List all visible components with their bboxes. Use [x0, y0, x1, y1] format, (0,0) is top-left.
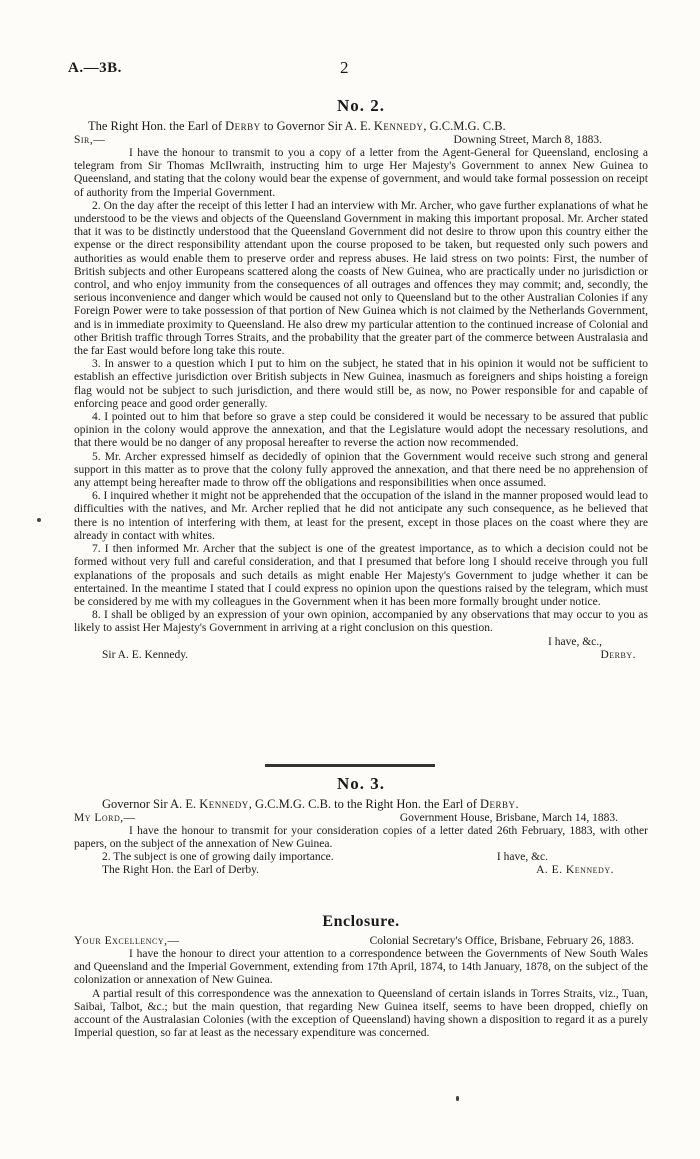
enclosure-salutation-row: [74, 935, 648, 948]
letter-2-signature-row: [74, 649, 648, 662]
letter-2-paragraph: I have the honour to transmit to you a copy of a letter from the Agent-General for Queensland, enclosing a telegram from Sir Thomas McIlwraith, instructing him to urge Her Majesty's Government to annex New Guinea to Queensland, and stating that the colony would bear the expense of government, and would take formal possession on receipt of authority from the Imperial Government.: [74, 147, 648, 199]
letter-3-title-prefix: Governor Sir A. E.: [102, 797, 200, 811]
letter-3-title-suffix: , G.C.M.G. C.B. to the Right Hon. the Earl of: [248, 797, 480, 811]
letter-3-para2-row: [74, 851, 648, 864]
letter-3-recipient: Derby: [480, 797, 516, 811]
letter-2-paragraph: 6. I inquired whether it might not be apprehended that the occupation of the island in the manner proposed would lead to difficulties with the natives, and Mr. Archer replied that he did not anticipate any such consequence, as he believed that there is no intention of interfering with them, at least for the present, except in those places on the coast where they are already in contact with whites.: [74, 490, 648, 542]
letter-2-title-prefix: The Right Hon. the Earl of: [88, 119, 226, 133]
letter-2-closing: I have, &c.,: [548, 635, 602, 648]
letter-2-signature: Derby.: [600, 648, 636, 661]
section-divider: [265, 764, 435, 767]
letter-3-dateline: Government House, Brisbane, March 14, 1883.: [399, 812, 618, 824]
letter-3-sender: Kennedy: [199, 797, 249, 811]
letter-2-number: No. 2.: [336, 96, 386, 115]
letter-3-addressee: The Right Hon. the Earl of Derby.: [102, 864, 260, 877]
letter-3-paragraph-2: 2. The subject is one of growing daily importance.: [102, 851, 334, 864]
letter-no-2: [74, 96, 648, 662]
letter-3-closing: I have, &c.: [496, 851, 548, 864]
letter-2-title: [74, 119, 648, 134]
enclosure-paragraph: A partial result of this correspondence was the annexation to Queensland of certain islands in Torres Straits, viz., Tuan, Saibai, Talbot, &c.; but the main question, that regarding New Guinea itself, seems to have been dropped, chiefly on account of the Australasian Colonies (with the exception of Queensland) having shown a disposition to regard it as a purely Imperial question, so far at least as the necessary expenditure was concerned.: [74, 987, 648, 1040]
enclosure-salutation: Your Excellency,—: [74, 935, 180, 947]
document-reference: A.—3B.: [68, 60, 122, 76]
letter-2-recipient: Kennedy: [373, 119, 424, 133]
margin-mark: [37, 518, 41, 522]
letter-3-salutation: My Lord,—: [74, 812, 136, 824]
letter-2-paragraph: 5. Mr. Archer expressed himself as decidedly of opinion that the Government would receive such strong and general support in this matter as to prove that the colony fully approved the annexation, and that there need be no apprehension of any attempt being hereafter made to throw off the obligations and responsibilities when once assumed.: [74, 450, 648, 490]
enclosure-paragraph: I have the honour to direct your attention to a correspondence between the Governments of New South Wales and Queensland and the Imperial Government, extending from 17th April, 1874, to 14th January, 1878, on the subject of the colonization or annexation of New Guinea.: [74, 948, 648, 987]
letter-2-salutation-row: [74, 134, 648, 147]
enclosure-dateline: Colonial Secretary's Office, Brisbane, February 26, 1883.: [369, 935, 634, 947]
letter-2-title-suffix: , G.C.M.G. C.B.: [423, 119, 506, 133]
letter-3-signature-row: [74, 864, 648, 877]
page-number: 2: [340, 58, 349, 77]
letter-2-addressee: Sir A. E. Kennedy.: [102, 648, 189, 661]
letter-3-title: [74, 797, 648, 812]
letter-2-paragraph: 8. I shall be obliged by an expression of your own opinion, accompanied by any observations that may occur to you as likely to assist Her Majesty's Government in arriving at a right conclusion on this question.: [74, 609, 648, 635]
letter-2-dateline: Downing Street, March 8, 1883.: [453, 134, 602, 146]
letter-2-paragraph: 3. In answer to a question which I put to him on the subject, he stated that in his opinion it would not be sufficient to establish an effective jurisdiction over British subjects in New Guinea, inasmuch as foreigners and ships hoisting a foreign flag would not be subject to such jurisdiction, and there would still be, as now, no Power responsible for and capable of enforcing peace and good order generally.: [74, 358, 648, 410]
letter-3-paragraph: I have the honour to transmit for your consideration copies of a letter dated 26th February, 1883, with other papers, on the subject of the annexation of New Guinea.: [74, 825, 648, 851]
enclosure: [74, 913, 648, 1040]
margin-mark: [456, 1096, 459, 1101]
letter-2-title-mid: to Governor Sir A. E.: [260, 119, 374, 133]
letter-3-salutation-row: [74, 812, 648, 825]
letter-3-title-end: .: [515, 797, 519, 811]
enclosure-heading: Enclosure.: [322, 913, 400, 930]
letter-2-paragraph: 7. I then informed Mr. Archer that the subject is one of the greatest importance, as to which a decision could not be formed without very full and careful consideration, and that I presumed that before long I should receive through you full explanations of the proposals and such details as might enable Her Majesty's Government to judge whether it can be entertained. In the meantime I stated that I could express no opinion upon the questions raised by the telegram, which must be considered by me with my colleagues in the Government when it has been more formally brought under notice.: [74, 543, 648, 608]
letter-3-signature: A. E. Kennedy.: [536, 864, 614, 877]
letter-2-salutation: Sir,—: [74, 134, 106, 146]
letter-2-paragraph: 2. On the day after the receipt of this letter I had an interview with Mr. Archer, who gave further explanations of what he understood to be the views and objects of the Queensland Government in making this important proposal. Mr. Archer stated that it was to be distinctly understood that the Queensland Government did not desire to throw upon this country either the expense or the direct responsibility attendant upon the course proposed to be taken, but requested only such powers and authorities as would enable them to preserve order and repress abuses. He laid stress on two points: First, the number of British subjects and other Europeans scattered along the coasts of New Guinea, who are practically under no jurisdiction or control, and who enjoy immunity from the consequences of all outrages and offences they may commit; and, secondly, the serious inconvenience and danger which would be caused not only to Queensland but to the other Australian Colonies if any Foreign Power were to take possession of that portion of New Guinea which is not claimed by the Netherlands Government, and is in immediate proximity to Queensland. He also drew my particular attention to the continued increase of Colonial and other British traffic through Torres Straits, and the probability that the greater part of the commerce between Australasia and the far East would before long take this route.: [74, 199, 648, 358]
letter-2-paragraph: 4. I pointed out to him that before so grave a step could be considered it would be necessary to be assured that public opinion in the colony would approve the annexation, and that the Legislature would adopt the necessary resolutions, and that there would be no danger of any proposal hereafter to reverse the action now recommended.: [74, 411, 648, 450]
letter-3-number: No. 3.: [336, 774, 386, 793]
letter-no-3: [74, 774, 648, 877]
letter-2-sender: Derby: [225, 119, 261, 133]
